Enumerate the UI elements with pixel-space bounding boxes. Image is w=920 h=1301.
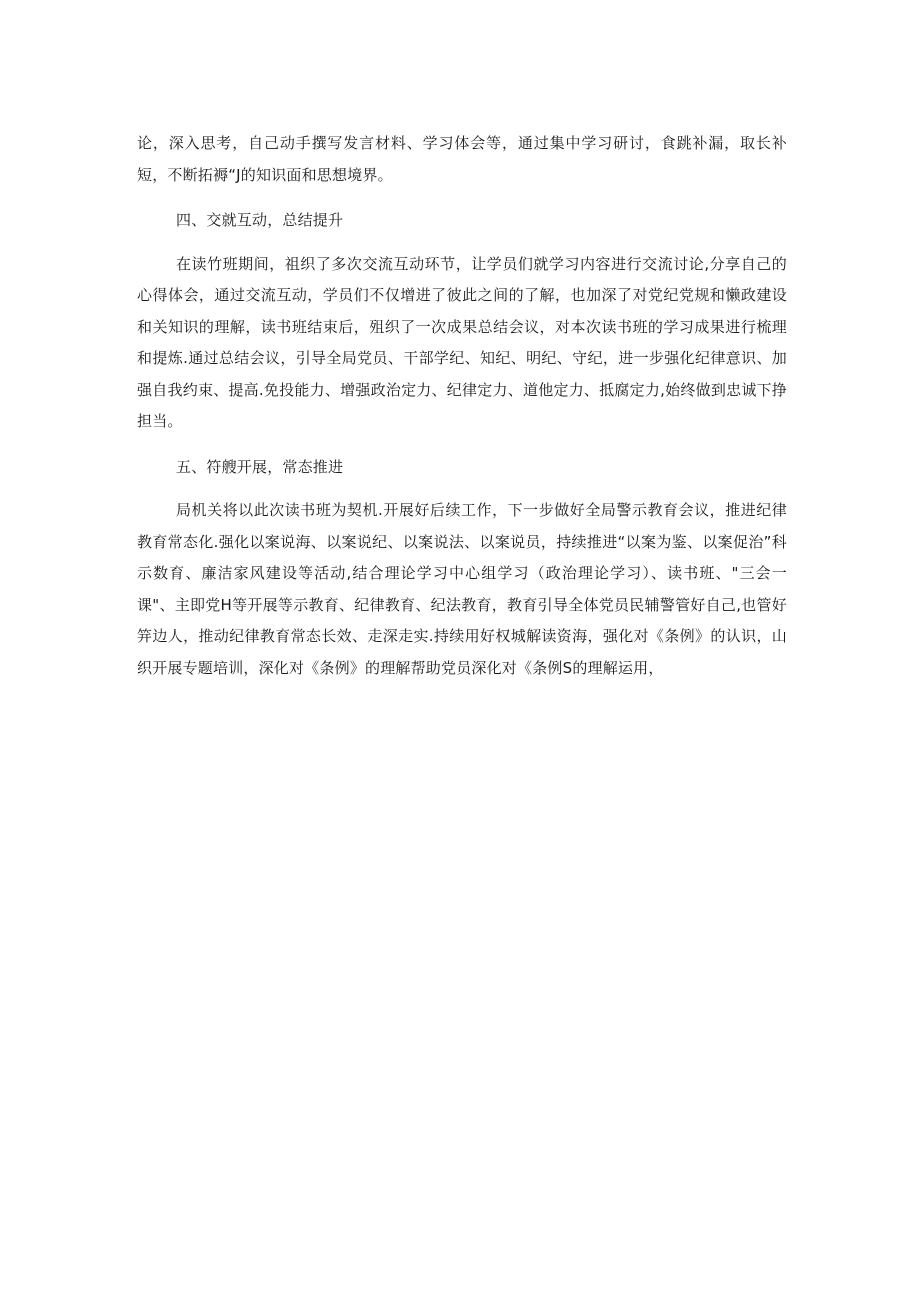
section-heading-5: 五、符艘开展，常态推进 (176, 457, 344, 476)
paragraph-section-5: 局机关将以此次读书班为契机.开展好后续工作，下一步做好全局警示教育会议，推进纪律教育常态化.强化以案说海、以案说纪、以案说法、以案说员，持续推进“以案为鉴、以案促治”科示数育、廉洁家风建设等活动,结合理论学习中心组学习（政治理论学习）、读书班、"三会一课"、主即党H等开展等示教育、纪律教育、纪法教育，教育引导全体党员民辅警管好自己,也管好笄边人，推动纪律教育常态长效、走深走实.持续用好权城解读资海，强化对《条例》的认识，山织开展专题培训，深化对《条例》的理解帮助党员深化对《条例S的理解运用， (137, 501, 787, 677)
paragraph-continuation: 论，深入思考，自己动手撰写发言材料、学习体会等，通过集中学习研讨，食跳补漏，取长补短，不断拓褥“J的知识面和思想境界。 (137, 134, 787, 184)
document-body (137, 128, 787, 698)
paragraph-section-4: 在读竹班期间，祖织了多次交流互动环节，让学员们就学习内容进行交流讨论,分享自己的心得体会，通过交流互动，学员们不仅增进了彼此之间的了解，也加深了对党纪党规和懒政建设和关知识的理解，读书班结束后，殂织了一次成果总结会议，对本次读书班的学习成果进行梳理和提炼.通过总结会议，引导全局党员、干部学纪、知纪、明纪、守纪，进一步强化纪律意识、加强自我约束、提高.免投能力、增强政治定力、纪律定力、道他定力、抵腐定力,始终做到忠诚下挣担当。 (137, 254, 787, 430)
section-heading-4: 四、交就互动，总结提升 (176, 211, 344, 229)
